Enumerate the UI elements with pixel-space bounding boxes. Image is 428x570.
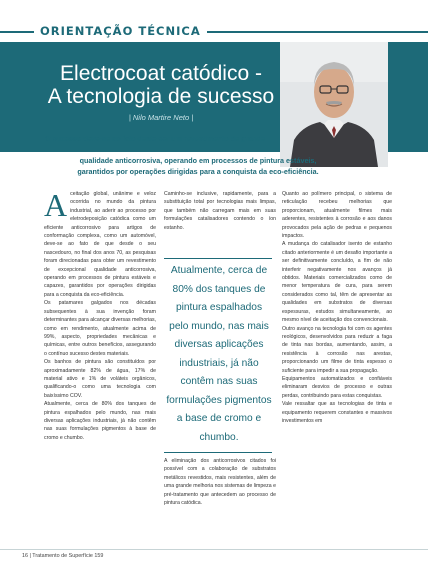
body-text-column-1: ceitação global, unânime e veloz ocorrida no mundo da pintura industrial, ao aderir ao processo por eletrodeposição catódica como um eficiente anticorrosivo para artigos de conformação complexa, como um automóvel, deve-se ao fato de que desde o seu nascedouro, no final dos anos 70, as pesquisas foram direcionadas para obter um revestimento de excepcional qualidade anticorrosiva, operando em processos de pintura estáveis e capazes, garantidos por operações dirigidas para a conquista da eco-eficiência. Os patamares galgados nos décadas subsequentes à sua invenção foram determinantes para alcançar diversas melhorias, como em rendimento, atualmente acima de 99%, aspecto, propriedades mecânicas e químicas, entre outros benefícios, assegurando o contínuo sucesso destes materiais. Os banhos de pintura são constituídos por aproximadamente 82% de água, 17% de material ativo e 1% de voláteis orgânicos, qualificando-o como uma tecnologia com baixíssimo COV. Atualmente, cerca de 80% dos tanques de pintura espalhados pelo mundo, nas mais diversas aplicações industriais, já não contêm nas suas formulações pigmentos à base de cromo e chumbo.	[44, 191, 156, 441]
section-header	[0, 0, 428, 38]
pullquote-rule-bottom	[164, 452, 272, 453]
pull-quote-line: diversas aplicações	[174, 339, 264, 350]
lead-line-3: garantidos por operações dirigidas para a conquista da eco-eficiência.	[77, 167, 319, 176]
author-photo	[280, 42, 388, 167]
pullquote-rule-top	[164, 258, 272, 259]
page-footer: 16 | Tratamento de Superfície 159	[22, 553, 104, 559]
body-text-column-2-bottom: A eliminação dos anticorrosivos citados foi possível com a colaboração de substratos metálicos revestidos, mais resistentes, além de uma grande melhoria nos sistemas de limpeza e pré-tratamento que antecedem ao processo de pintura catódica.	[164, 458, 276, 507]
lead-line-2: qualidade anticorrosiva, operando em processos de pintura estáveis,	[79, 156, 317, 165]
body-column-2-bottom	[164, 457, 276, 507]
banner-stripe-right	[388, 42, 428, 152]
author-portrait-image	[280, 42, 388, 167]
drop-cap: A	[44, 187, 68, 223]
pull-quote-line: contêm nas suas	[180, 376, 258, 387]
pull-quote-line: pelo mundo, nas mais	[169, 320, 269, 332]
pull-quote-line: Atualmente, cerca de	[170, 265, 268, 276]
body-column-1	[44, 187, 156, 442]
pull-quote-line: chumbo.	[199, 431, 239, 443]
pull-quote-line: a base de cromo e	[176, 413, 262, 424]
footer-rule	[0, 549, 428, 550]
article-title-line2: A tecnologia de sucesso	[47, 85, 275, 108]
lead-paragraph-cont	[18, 155, 378, 177]
section-label: ORIENTAÇÃO TÉCNICA	[34, 22, 207, 40]
article-title	[42, 62, 280, 108]
lead-line-1: O sucesso deve-se ao fato deste ser um revestimento de grande	[44, 134, 266, 143]
body-column-2	[164, 190, 276, 232]
author-byline: | Nilo Martire Neto |	[128, 113, 194, 122]
pull-quote	[160, 262, 278, 447]
pull-quote-line: formulações pigmentos	[166, 394, 272, 406]
body-column-3	[282, 190, 392, 425]
pull-quote-line: pintura espalhados	[175, 302, 263, 313]
body-text-column-3: Quanto ao polímero principal, o sistema de reticulação recebeu melhorias que proporcionam, atualmente filmes mais aderentes, resistentes à corrosão e aos danos provocados pela ação de pedras e pequenos impactos. A mudança do catalisador isento de estanho citado anteriormente é um desafio importante a ser definitivamente concluído, a fim de não interferir negativamente nos avanços já obtidos. Materiais comercializados como de menor temperatura de cura, para serem considerados como tal, têm de apresentar as qualidades em substratos de diversas espessuras, estudos simultaneamente, ao mesmo nível de aceitação dos convencionais. Outro avanço na tecnologia foi com os agentes reológicos, desenvolvidos para reduzir a faga de tinta nas bordas, aumentando, assim, a resistência à corrosão nas arestas, proporcionando um filme de tinta espesso o suficiente para impedir a sua propagação. Equipamentos automatizados e confiáveis eliminaram desvios de processo e outras perdas, contribuindo para estas conquistas. Vale ressaltar que as tecnologias de tinta e equipamento requerem constantes e massivos investimentos em	[282, 191, 392, 424]
pull-quote-line: 80% dos tanques de	[172, 283, 266, 295]
lead-paragraph	[34, 133, 276, 144]
article-title-line1: Electrocoat catódico -	[60, 62, 262, 85]
body-text-column-2-top: Caminho-se inclusive, rapidamente, para a substituição total por tecnologias mais limpas, que também não carregam mais em suas formulações catalisadores contendo o íon estanho.	[164, 191, 278, 231]
pull-quote-line: industriais, já não	[179, 357, 259, 369]
